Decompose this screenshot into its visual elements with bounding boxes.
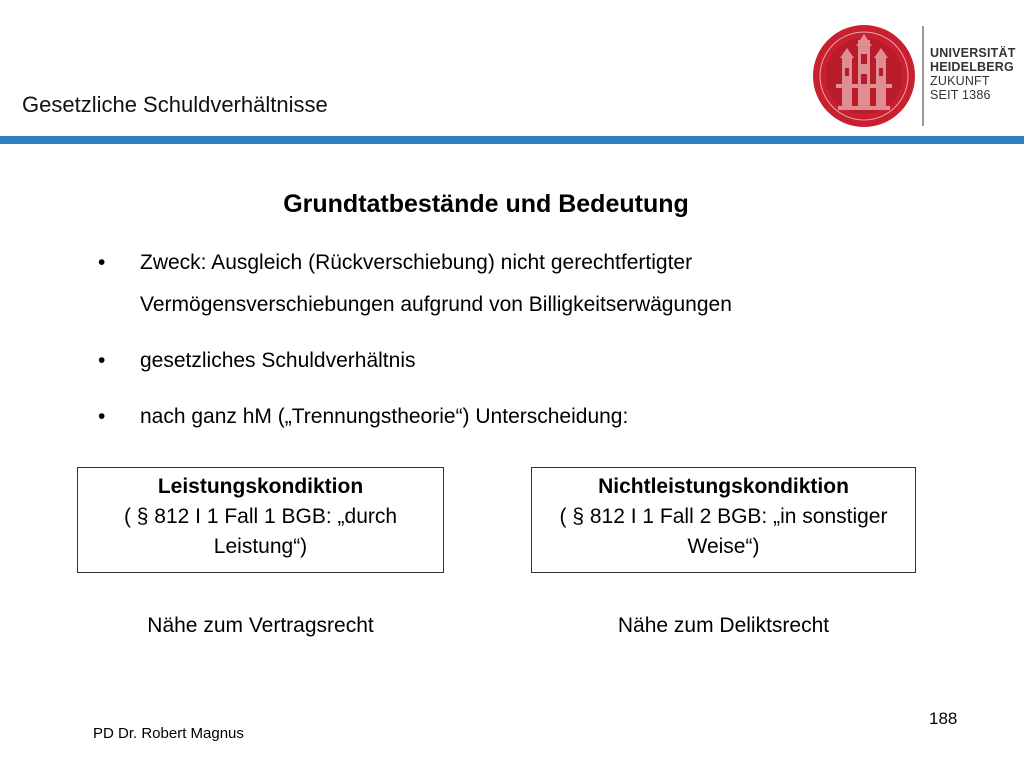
bullet-text: Zweck: Ausgleich (Rückverschiebung) nicht gerechtfertigter Vermögensverschiebungen aufgrund von Billigkeitserwägungen	[140, 251, 732, 316]
header-title: Gesetzliche Schuldverhältnisse	[22, 92, 328, 117]
box-subtitle: ( § 812 I 1 Fall 2 BGB: „in sonstiger Weise“)	[559, 505, 888, 558]
university-seal-icon	[812, 24, 916, 128]
box-title: Nichtleistungskondiktion	[598, 475, 849, 498]
bullet-marker: •	[98, 349, 106, 372]
bullet-item	[98, 242, 898, 326]
bullet-marker: •	[98, 251, 106, 274]
footer-author: PD Dr. Robert Magnus	[93, 725, 244, 742]
university-logo	[812, 24, 1016, 130]
bullet-text: gesetzliches Schuldverhältnis	[140, 349, 416, 372]
bullet-item	[98, 396, 898, 438]
nichtleistungskondiktion-box	[531, 467, 916, 573]
bullet-text: nach ganz hM („Trennungstheorie“) Unterscheidung:	[140, 405, 629, 428]
logo-divider	[922, 26, 924, 126]
leistungskondiktion-box	[77, 467, 444, 573]
box-subtitle: ( § 812 I 1 Fall 1 BGB: „durch Leistung“)	[123, 505, 398, 558]
logo-wordmark	[930, 46, 1016, 102]
bullet-list	[98, 242, 898, 438]
deliktsrecht-note: Nähe zum Deliktsrecht	[617, 614, 830, 637]
slide-title: Grundtatbestände und Bedeutung	[283, 190, 689, 218]
page-number: 188	[929, 709, 958, 728]
logo-line: SEIT 1386	[930, 88, 991, 102]
logo-line: HEIDELBERG	[930, 60, 1014, 74]
header-accent-bar	[0, 136, 1024, 144]
bullet-item	[98, 340, 898, 382]
bullet-marker: •	[98, 405, 106, 428]
vertragsrecht-note: Nähe zum Vertragsrecht	[147, 614, 374, 637]
logo-line: UNIVERSITÄT	[930, 46, 1016, 60]
box-title: Leistungskondiktion	[157, 475, 364, 498]
logo-line: ZUKUNFT	[930, 74, 990, 88]
